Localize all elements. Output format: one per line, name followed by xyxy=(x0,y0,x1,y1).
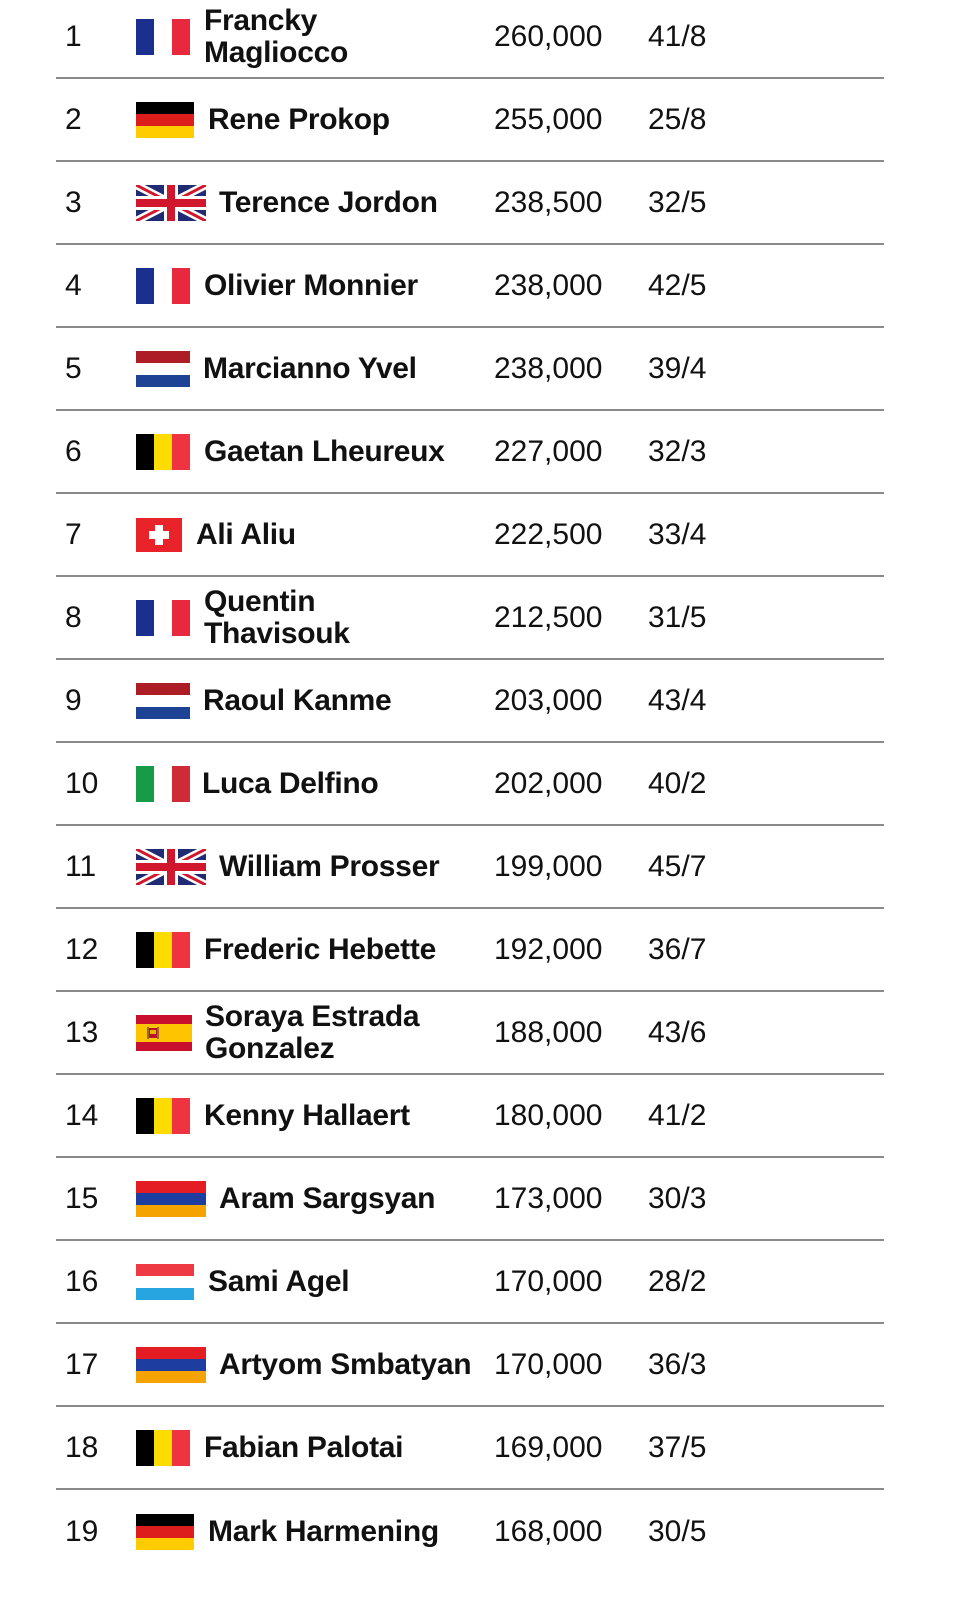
points-value: 168,000 xyxy=(494,1514,603,1548)
spain-flag xyxy=(136,1015,192,1051)
record-value: 42/5 xyxy=(648,268,707,302)
armenia-flag xyxy=(136,1347,206,1383)
rank-number: 19 xyxy=(65,1514,99,1548)
record-value: 43/4 xyxy=(648,683,707,717)
rank-number: 11 xyxy=(65,849,97,883)
player-name: Ali Aliu xyxy=(196,517,296,551)
rank-number: 7 xyxy=(65,517,82,551)
germany-flag xyxy=(136,1514,194,1550)
table-row xyxy=(56,1324,884,1407)
record-value: 32/3 xyxy=(648,434,707,468)
points-value: 180,000 xyxy=(494,1098,603,1132)
player-name: Kenny Hallaert xyxy=(204,1098,410,1132)
rank-number: 17 xyxy=(65,1347,99,1381)
record-value: 41/8 xyxy=(648,19,707,53)
points-value: 169,000 xyxy=(494,1430,603,1464)
rank-number: 3 xyxy=(65,185,82,219)
player-name: Frederic Hebette xyxy=(204,932,436,966)
record-value: 36/7 xyxy=(648,932,707,966)
table-row xyxy=(56,411,884,494)
table-row xyxy=(56,162,884,245)
rank-number: 12 xyxy=(65,932,99,966)
record-value: 37/5 xyxy=(648,1430,707,1464)
belgium-flag xyxy=(136,1098,190,1134)
rank-number: 10 xyxy=(65,766,99,800)
netherlands-flag xyxy=(136,683,190,719)
rank-number: 18 xyxy=(65,1430,99,1464)
points-value: 222,500 xyxy=(494,517,603,551)
player-name: Luca Delfino xyxy=(202,766,379,800)
germany-flag xyxy=(136,102,194,138)
record-value: 45/7 xyxy=(648,849,707,883)
player-name: Olivier Monnier xyxy=(204,268,418,302)
points-value: 238,000 xyxy=(494,268,603,302)
points-value: 203,000 xyxy=(494,683,603,717)
rank-number: 4 xyxy=(65,268,82,302)
rank-number: 13 xyxy=(65,1015,99,1049)
points-value: 255,000 xyxy=(494,102,603,136)
record-value: 36/3 xyxy=(648,1347,707,1381)
points-value: 238,500 xyxy=(494,185,603,219)
record-value: 25/8 xyxy=(648,102,707,136)
belgium-flag xyxy=(136,932,190,968)
player-name: William Prosser xyxy=(219,849,440,883)
player-name: Rene Prokop xyxy=(208,102,390,136)
points-value: 170,000 xyxy=(494,1264,603,1298)
france-flag xyxy=(136,600,190,636)
record-value: 41/2 xyxy=(648,1098,707,1132)
player-name: Quentin Thavisouk xyxy=(204,584,350,650)
france-flag xyxy=(136,268,190,304)
points-value: 170,000 xyxy=(494,1347,603,1381)
netherlands-flag xyxy=(136,351,190,387)
player-name: Sami Agel xyxy=(208,1264,350,1298)
player-name: Mark Harmening xyxy=(208,1514,439,1548)
italy-flag xyxy=(136,766,190,802)
table-row xyxy=(56,1241,884,1324)
record-value: 33/4 xyxy=(648,517,707,551)
player-name: Francky Magliocco xyxy=(204,3,348,69)
table-row xyxy=(56,1490,884,1573)
rank-number: 8 xyxy=(65,600,82,634)
rank-number: 1 xyxy=(65,19,82,53)
record-value: 40/2 xyxy=(648,766,707,800)
armenia-flag xyxy=(136,1181,206,1217)
table-row xyxy=(56,992,884,1075)
points-value: 192,000 xyxy=(494,932,603,966)
points-value: 227,000 xyxy=(494,434,603,468)
player-name: Terence Jordon xyxy=(219,185,438,219)
player-name: Raoul Kanme xyxy=(203,683,392,717)
belgium-flag xyxy=(136,1430,190,1466)
player-name: Aram Sargsyan xyxy=(219,1181,436,1215)
table-row xyxy=(56,577,884,660)
points-value: 260,000 xyxy=(494,19,603,53)
record-value: 30/3 xyxy=(648,1181,707,1215)
player-name: Marcianno Yvel xyxy=(203,351,417,385)
record-value: 28/2 xyxy=(648,1264,707,1298)
record-value: 31/5 xyxy=(648,600,707,634)
record-value: 43/6 xyxy=(648,1015,707,1049)
points-value: 199,000 xyxy=(494,849,603,883)
table-row xyxy=(56,909,884,992)
table-row xyxy=(56,0,884,79)
player-name: Soraya Estrada Gonzalez xyxy=(205,999,420,1065)
rank-number: 5 xyxy=(65,351,82,385)
belgium-flag xyxy=(136,434,190,470)
record-value: 30/5 xyxy=(648,1514,707,1548)
table-row xyxy=(56,79,884,162)
rank-number: 2 xyxy=(65,102,82,136)
rank-number: 9 xyxy=(65,683,82,717)
table-row xyxy=(56,494,884,577)
rank-number: 6 xyxy=(65,434,82,468)
table-row xyxy=(56,1075,884,1158)
table-row xyxy=(56,1407,884,1490)
rank-number: 15 xyxy=(65,1181,99,1215)
luxembourg-flag xyxy=(136,1264,194,1300)
points-value: 238,000 xyxy=(494,351,603,385)
record-value: 32/5 xyxy=(648,185,707,219)
points-value: 212,500 xyxy=(494,600,603,634)
rank-number: 16 xyxy=(65,1264,99,1298)
table-row xyxy=(56,660,884,743)
uk-flag xyxy=(136,185,206,221)
rank-number: 14 xyxy=(65,1098,99,1132)
table-row xyxy=(56,245,884,328)
table-row xyxy=(56,743,884,826)
player-name: Artyom Smbatyan xyxy=(219,1347,472,1381)
france-flag xyxy=(136,19,190,55)
uk-flag xyxy=(136,849,206,885)
record-value: 39/4 xyxy=(648,351,707,385)
player-name: Gaetan Lheureux xyxy=(204,434,445,468)
table-row xyxy=(56,328,884,411)
points-value: 173,000 xyxy=(494,1181,603,1215)
table-row xyxy=(56,826,884,909)
player-name: Fabian Palotai xyxy=(204,1430,404,1464)
points-value: 202,000 xyxy=(494,766,603,800)
table-row xyxy=(56,1158,884,1241)
switzerland-flag xyxy=(136,518,182,552)
points-value: 188,000 xyxy=(494,1015,603,1049)
